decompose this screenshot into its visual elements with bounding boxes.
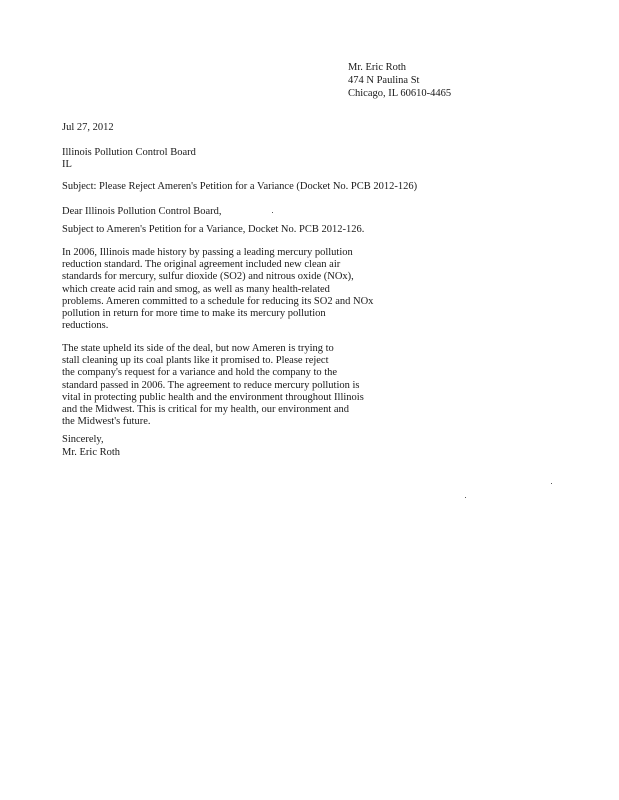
recipient-state: IL [62,159,72,170]
signature-name: Mr. Eric Roth [62,446,121,458]
paragraph-line: In 2006, Illinois made history by passing a leading mercury pollution [62,247,353,258]
recipient-address [62,147,196,171]
subject-line: Subject: Please Reject Ameren's Petition for a Variance (Docket No. PCB 2012-126) [62,181,418,192]
subject-repeat: Subject to Ameren's Petition for a Variance, Docket No. PCB 2012-126. [62,224,365,235]
paragraph-line: The state upheld its side of the deal, but now Ameren is trying to [62,343,334,354]
paragraph-line: and the Midwest. This is critical for my health, our environment and [62,403,350,415]
sender-street: 474 N Paulina St [348,75,420,86]
scan-speck [272,212,273,213]
paragraph-line: standards for mercury, sulfur dioxide (SO2) and nitrous oxide (NOx), [62,271,354,283]
sender-city: Chicago, IL 60610-4465 [348,88,452,99]
paragraph-line: vital in protecting public health and the environment throughout Illinois [62,391,364,403]
letter-date: Jul 27, 2012 [62,122,114,133]
paragraph-line: pollution in return for more time to make its mercury pollution [62,307,326,319]
sender-name: Mr. Eric Roth [348,62,407,73]
recipient-name: Illinois Pollution Control Board [62,147,196,158]
paragraph-line: which create acid rain and smog, as well as many health-related [62,283,330,295]
paragraph-line: the Midwest's future. [62,416,151,428]
sender-address [348,62,498,101]
paragraph-line: the company's request for a variance and hold the company to the [62,367,338,379]
paragraph-line: reductions. [62,320,109,332]
scan-speck [465,497,466,498]
valediction: Sincerely, [62,434,104,445]
paragraph-line: standard passed in 2006. The agreement to reduce mercury pollution is [62,379,360,391]
paragraph-line: reduction standard. The original agreement included new clean air [62,259,341,271]
closing-block [62,434,120,459]
body-paragraph [62,343,362,428]
scan-speck [551,483,552,484]
body-paragraph [62,247,374,332]
paragraph-line: problems. Ameren committed to a schedule for reducing its SO2 and NOx [62,295,374,307]
paragraph-line: stall cleaning up its coal plants like it promised to. Please reject [62,355,329,367]
salutation: Dear Illinois Pollution Control Board, [62,206,222,217]
